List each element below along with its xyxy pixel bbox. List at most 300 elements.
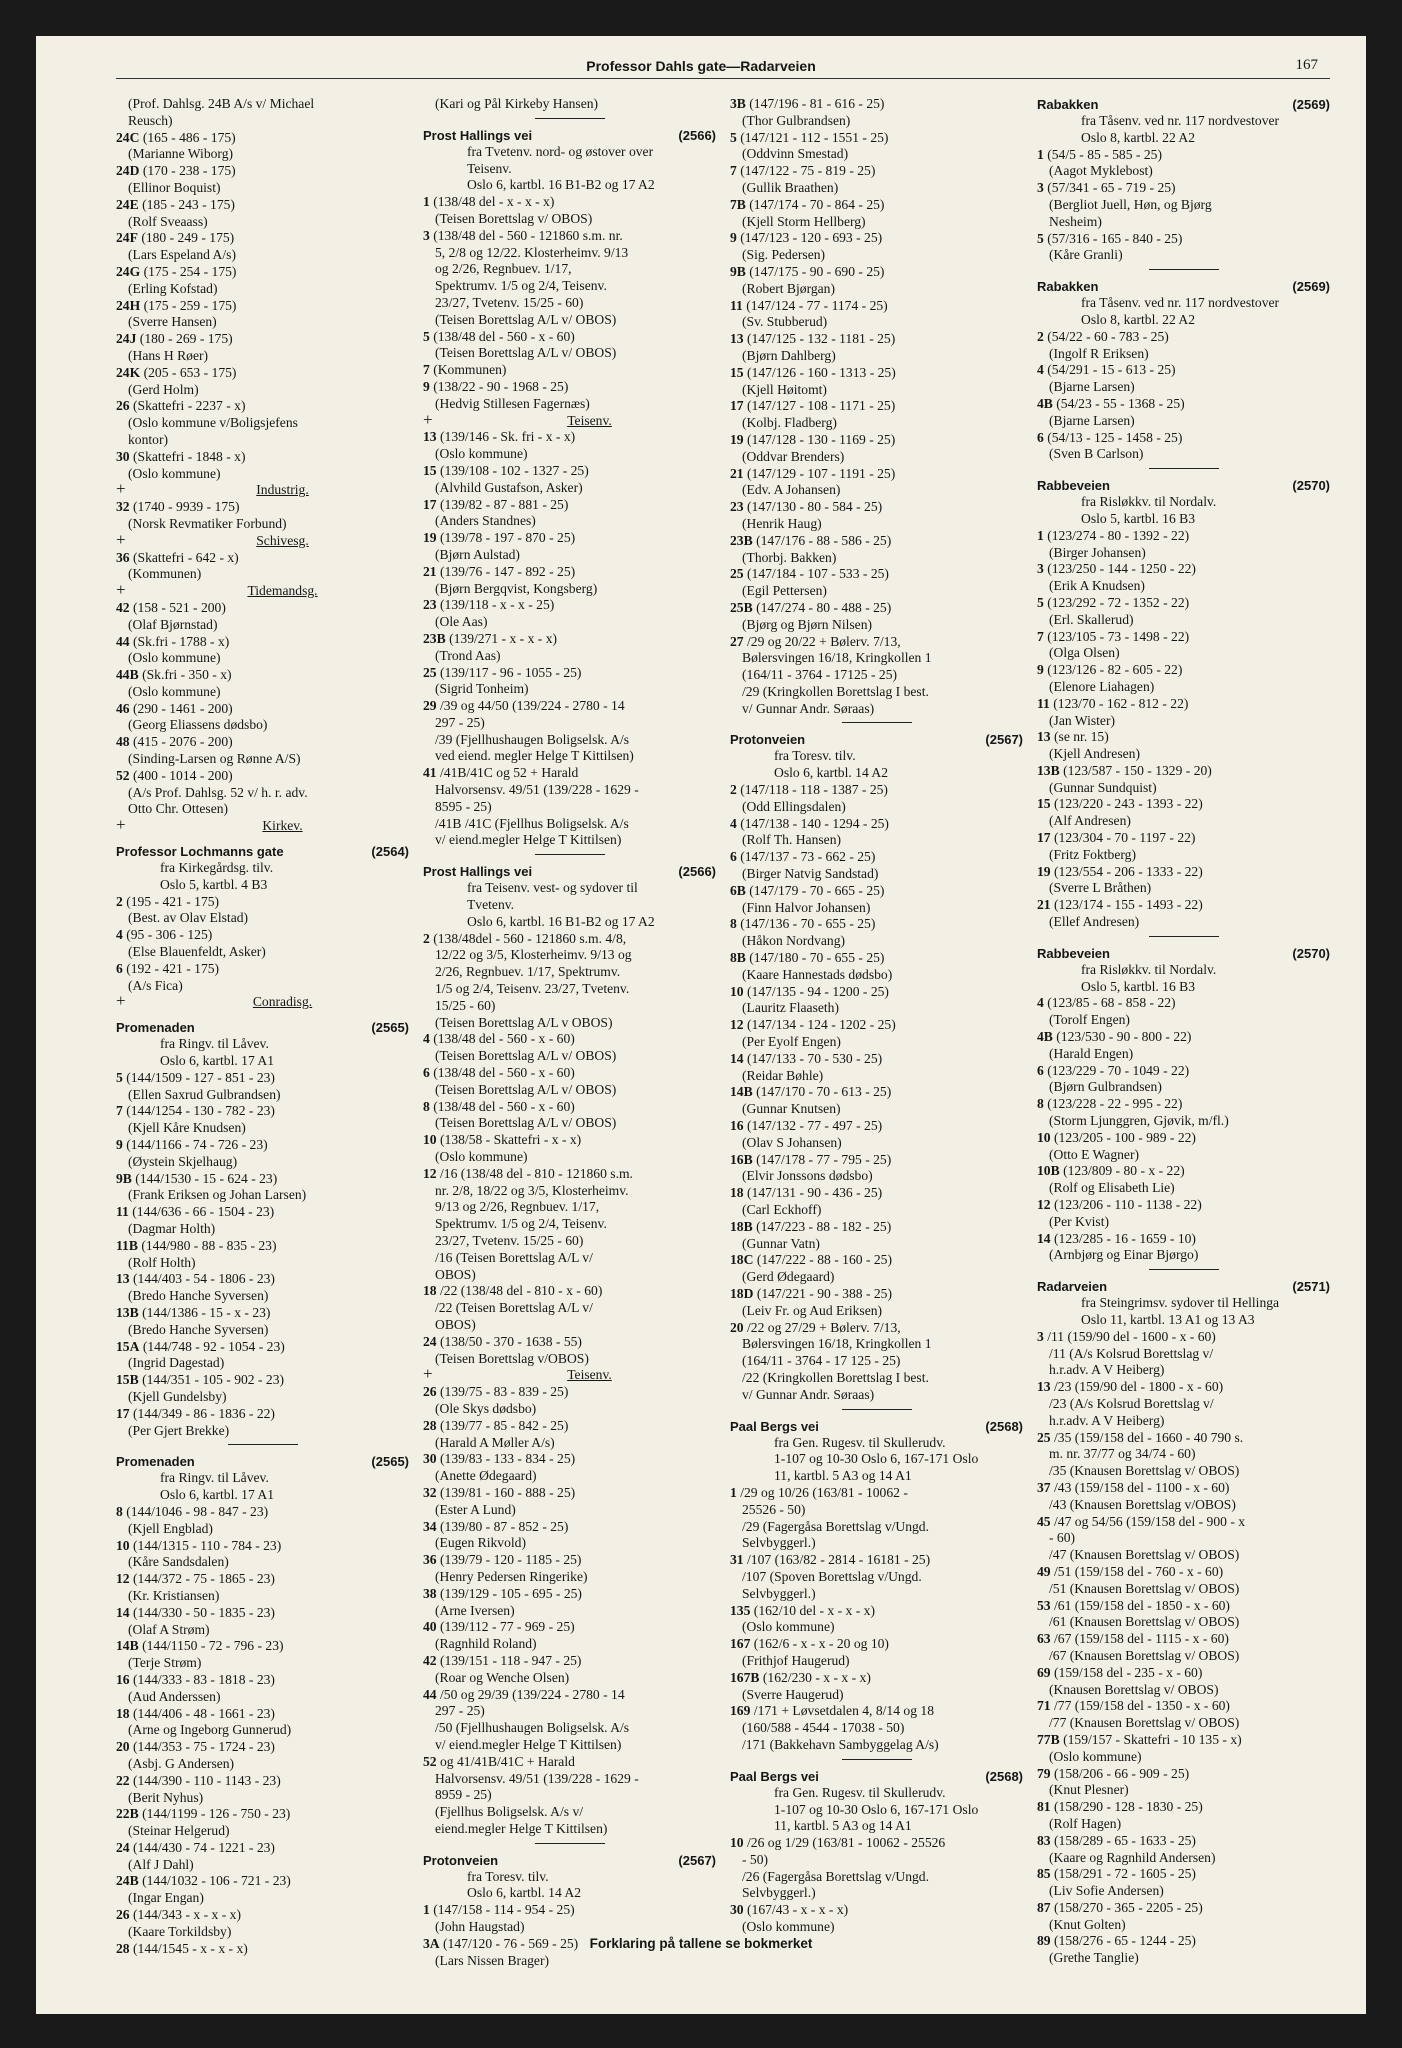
property-entry [1037,1665,1330,1682]
house-number: 24 [423,1333,437,1349]
street-heading [1037,96,1330,113]
street-code: (2567) [678,1852,716,1868]
house-number: 11 [730,297,743,313]
entry-continuation: (Teisen Borettslag A/L v/ OBOS) [435,1081,617,1097]
house-number: 30 [423,1451,437,1467]
entry-continuation: 5, 2/8 og 12/22. Klosterheimv. 9/13 [435,244,629,260]
property-entry [116,1271,409,1288]
property-entry [423,1065,716,1082]
page-footer: Forklaring på tallene se bokmerket [589,1936,813,1951]
property-data: (147/221 - 90 - 388 - 25) [756,1285,892,1301]
house-number: 17 [116,1405,130,1421]
entry-continuation: (Oslo kommune) [128,465,221,481]
property-entry [1037,1514,1330,1531]
street-description: Oslo 8, kartbl. 22 A2 [1081,129,1196,145]
entry-continuation: (Bjørn Bergqvist, Kongsberg) [435,580,598,596]
property-data: (158/276 - 65 - 1244 - 25) [1054,1933,1196,1949]
entry-continuation: 15/25 - 60) [435,997,496,1013]
property-data: (147/136 - 70 - 655 - 25) [740,916,876,932]
entry-continuation: (Aud Anderssen) [128,1688,221,1704]
house-number: 5 [116,1069,123,1085]
property-data: (147/138 - 140 - 1294 - 25) [740,815,889,831]
property-entry [423,1031,716,1048]
property-entry [730,1051,1023,1068]
entry-continuation: (Lars Espeland A/s) [128,247,236,263]
house-number: 8 [1037,1096,1044,1112]
entry-continuation: (Anette Ødegaard) [435,1468,537,1484]
house-number: 21 [730,465,744,481]
property-data: (se nr. 15) [1054,729,1109,745]
house-number: 15 [730,364,744,380]
property-entry [1037,830,1330,847]
entry-continuation: (Knut Plesner) [1049,1782,1129,1798]
property-data: (54/291 - 15 - 613 - 25) [1047,362,1176,378]
house-number: 44B [116,667,139,683]
entry-continuation: - 60) [1049,1530,1076,1546]
property-data: (290 - 1461 - 200) [133,700,233,716]
street-code: (2569) [1292,279,1330,295]
house-number: 2 [730,782,737,798]
entry-continuation: (Bredo Hanche Syversen) [128,1321,269,1337]
property-entry [1037,1163,1330,1180]
house-number: 24J [116,331,137,347]
entry-continuation: /22 (Teisen Borettslag A/L v/ [435,1300,593,1316]
property-entry [730,398,1023,415]
entry-continuation: (A/s Fica) [128,977,183,993]
house-number: 23B [423,630,446,646]
house-number: 7 [1037,628,1044,644]
street-code: (2568) [985,1418,1023,1434]
house-number: 23 [423,597,437,613]
property-data: (147/124 - 77 - 1174 - 25) [746,297,888,313]
street-code: (2570) [1292,478,1330,494]
property-data: og 41/41B/41C + Harald [440,1753,575,1769]
property-entry [423,765,716,782]
street-name: Prost Hallings vei [423,127,533,143]
house-number: 53 [1037,1597,1051,1613]
property-entry [1037,1698,1330,1715]
property-entry [730,533,1023,550]
property-entry [423,1418,716,1435]
house-number: 6 [1037,1062,1044,1078]
street-description: 1-107 og 10-30 Oslo 6, 167-171 Oslo [774,1801,979,1817]
house-number: 2 [1037,328,1044,344]
entry-continuation: (Trond Aas) [435,647,501,663]
street-name: Professor Lochmanns gate [116,844,284,860]
entry-continuation: (Edv. A Johansen) [742,482,841,498]
property-data: (158/289 - 65 - 1633 - 25) [1054,1832,1196,1848]
entry-continuation: /26 (Fagergåsa Borettslag v/Ungd. [742,1868,930,1884]
property-entry [423,1384,716,1401]
entry-continuation: (Else Blauenfeldt, Asker) [128,944,266,960]
entry-continuation: (Liv Sofie Andersen) [1049,1883,1164,1899]
property-entry [116,130,409,147]
property-data: (123/206 - 110 - 1138 - 22) [1054,1197,1202,1213]
house-number: 12 [730,1017,744,1033]
entry-continuation: (Ingolf R Eriksen) [1049,345,1149,361]
property-data: /43 (159/158 del - 1100 - x - 60) [1054,1479,1230,1495]
entry-continuation: (Teisen Borettslag A/L v/ OBOS) [435,1048,617,1064]
house-number: 11 [1037,695,1050,711]
house-number: 6 [730,849,737,865]
property-data: (139/81 - 160 - 888 - 25) [440,1484,576,1500]
property-entry [1037,1130,1330,1147]
house-number: 2 [423,930,430,946]
property-entry [730,1485,1023,1502]
entry-continuation: (Oddvar Brenders) [742,448,845,464]
entry-continuation: 9/13 og 2/26, Regnbuev. 1/17, [435,1199,600,1215]
property-entry [730,1902,1023,1919]
property-entry [730,782,1023,799]
property-data: (144/353 - 75 - 1724 - 23) [133,1739,275,1755]
property-data: (Skattefri - 2237 - x) [133,398,246,414]
entry-continuation: (Teisen Borettslag v/OBOS) [435,1350,589,1366]
street-heading [1037,477,1330,494]
property-data: (123/285 - 16 - 1659 - 10) [1054,1230,1196,1246]
property-entry [730,1552,1023,1569]
property-data: /26 og 1/29 (163/81 - 10062 - 25526 [747,1835,946,1851]
property-entry [1037,1564,1330,1581]
property-entry [116,230,409,247]
house-number: 28 [423,1417,437,1433]
property-entry [423,698,716,715]
property-data: (147/122 - 75 - 819 - 25) [740,163,876,179]
entry-continuation: /35 (Knausen Borettslag v/ OBOS) [1049,1463,1240,1479]
entry-continuation: (Torolf Engen) [1049,1012,1130,1028]
entry-continuation: (Kaare Hannestads dødsbo) [742,966,893,982]
property-data: (139/79 - 120 - 1185 - 25) [440,1552,582,1568]
property-data: (123/587 - 150 - 1329 - 20) [1063,762,1212,778]
entry-continuation: (Bredo Hanche Syversen) [128,1288,269,1304]
entry-continuation: Halvorsensv. 49/51 (139/228 - 1629 - [435,1770,639,1786]
house-number: 24F [116,230,138,246]
street-description: Teisenv. [467,160,512,176]
cross-street [423,1364,716,1384]
house-number: 22B [116,1806,139,1822]
property-data: (139/129 - 105 - 695 - 25) [440,1585,582,1601]
property-entry [730,466,1023,483]
house-number: 9 [730,230,737,246]
property-entry [730,130,1023,147]
house-number: 18D [730,1285,754,1301]
street-description: 11, kartbl. 5 A3 og 14 A1 [774,1818,912,1834]
entry-continuation: (Sigrid Tonheim) [435,681,529,697]
entry-continuation: (Rolf Holth) [128,1254,196,1270]
property-entry [116,449,409,466]
property-data: (144/1509 - 127 - 851 - 23) [126,1069,275,1085]
property-data: (123/85 - 68 - 858 - 22) [1047,995,1176,1011]
house-number: 24H [116,297,141,313]
house-number: 6 [1037,429,1044,445]
property-entry [1037,329,1330,346]
entry-continuation: (Kari og Pål Kirkeby Hansen) [435,96,599,111]
property-data: (138/48 del - 560 - x - 60) [433,328,575,344]
property-entry [116,894,409,911]
property-data: (123/126 - 82 - 605 - 22) [1047,662,1183,678]
house-number: 8 [730,916,737,932]
entry-continuation: (Olga Olsen) [1049,645,1120,661]
house-number: 13B [116,1304,139,1320]
entry-continuation: (Øystein Skjelhaug) [128,1153,238,1169]
property-data: (158/270 - 365 - 2205 - 25) [1054,1899,1203,1915]
house-number: 26 [116,398,130,414]
property-data: (139/78 - 197 - 870 - 25) [440,530,576,546]
property-entry [116,499,409,516]
street-description: fra Tåsenv. ved nr. 117 nordvestover [1081,295,1280,311]
entry-continuation: m. nr. 37/77 og 34/74 - 60) [1049,1446,1196,1462]
property-entry [423,329,716,346]
house-number: 49 [1037,1563,1051,1579]
property-data: (162/230 - x - x - x) [762,1669,871,1685]
cross-street-name: Kirkev. [262,818,303,834]
entry-continuation: (Ole Aas) [435,614,488,630]
entry-continuation: /22 (Kringkollen Borettslag I best. [742,1369,929,1385]
entry-continuation: Selvbyggerl.) [742,1535,816,1551]
entry-continuation: (Anders Standnes) [435,513,536,529]
entry-continuation: /67 (Knausen Borettslag v/ OBOS) [1049,1647,1240,1663]
property-entry [1037,528,1330,545]
property-entry [116,298,409,315]
house-number: 14B [116,1638,139,1654]
street-description: Oslo 6, kartbl. 17 A1 [160,1053,275,1069]
property-data: (144/343 - x - x - x) [133,1907,241,1923]
property-data: (144/1166 - 74 - 726 - 23) [126,1137,268,1153]
entry-continuation: (Ellef Andresen) [1049,914,1140,930]
property-data: (144/330 - 50 - 1835 - 23) [133,1604,275,1620]
house-number: 32 [423,1484,437,1500]
property-entry [116,1773,409,1790]
house-number: 8B [730,950,746,966]
property-data: (147/223 - 88 - 182 - 25) [756,1218,892,1234]
property-data: (144/1315 - 110 - 784 - 23) [133,1537,282,1553]
property-data: (144/351 - 105 - 902 - 23) [142,1372,285,1388]
entry-continuation: (Lauritz Flaaseth) [742,1000,840,1016]
entry-continuation: (Ingrid Dagestad) [128,1355,225,1371]
property-data: (159/158 del - 235 - x - 60) [1054,1664,1203,1680]
house-number: 81 [1037,1799,1051,1815]
entry-continuation: 297 - 25) [435,1703,485,1719]
property-data: (138/48 del - 560 - x - 60) [433,1065,575,1081]
entry-continuation: (Reidar Bøhle) [742,1067,824,1083]
entry-continuation: Selvbyggerl.) [742,1585,816,1601]
street-description: fra Gen. Rugesv. til Skullerudv. [774,1434,946,1450]
property-entry [730,96,1023,113]
property-data: (54/5 - 85 - 585 - 25) [1047,146,1162,162]
house-number: 18 [116,1705,130,1721]
house-number: 13B [1037,762,1060,778]
house-number: 18 [423,1283,437,1299]
property-data: (54/13 - 125 - 1458 - 25) [1047,429,1183,445]
house-number: 77B [1037,1731,1060,1747]
street-description: Oslo 8, kartbl. 22 A2 [1081,311,1196,327]
property-entry [116,1806,409,1823]
property-data: (147/170 - 70 - 613 - 25) [756,1084,892,1100]
house-number: 10B [1037,1163,1060,1179]
property-entry [730,984,1023,1001]
property-data: (162/10 del - x - x - x) [753,1602,875,1618]
entry-continuation: (Oddvinn Smestad) [742,146,849,162]
property-data: (147/135 - 94 - 1200 - 25) [747,983,889,999]
cross-street [116,529,409,550]
entry-continuation: (Olav S Johansen) [742,1134,842,1150]
entry-continuation: (Otto E Wagner) [1049,1146,1140,1162]
house-number: 46 [116,700,130,716]
house-number: 19 [1037,863,1051,879]
entry-continuation: (Gunnar Vatn) [742,1235,820,1251]
house-number: 10 [1037,1129,1051,1145]
property-entry [1037,1900,1330,1917]
property-entry [1037,897,1330,914]
street-description: fra Steingrimsv. sydover til Hellinga [1081,1295,1280,1311]
property-data: (147/176 - 88 - 586 - 25) [756,532,892,548]
street-code: (2571) [1292,1279,1330,1295]
column-3 [730,96,1023,1969]
street-description: Oslo 5, kartbl. 16 B3 [1081,978,1196,994]
property-data: (415 - 2076 - 200) [133,734,233,750]
property-data: (147/274 - 80 - 488 - 25) [756,599,892,615]
property-entry [423,1132,716,1149]
house-number: 42 [423,1652,437,1668]
house-number: 3 [1037,180,1044,196]
property-entry [1037,696,1330,713]
house-number: 25B [730,599,753,615]
house-number: 25 [730,566,744,582]
street-heading [116,1019,409,1036]
property-entry [1037,1598,1330,1615]
house-number: 13 [730,331,744,347]
house-number: 71 [1037,1698,1051,1714]
cross-street-icon: + [116,815,126,835]
house-number: 23 [730,499,744,515]
property-entry [730,1084,1023,1101]
entry-continuation: (Oslo kommune) [742,1919,835,1935]
street-heading [730,1768,1023,1785]
property-data: (147/132 - 77 - 497 - 25) [747,1118,883,1134]
property-data: (139/83 - 133 - 834 - 25) [440,1451,576,1467]
property-entry [116,1339,409,1356]
house-number: 16 [730,1118,744,1134]
page-number: 167 [1295,57,1318,73]
property-entry [1037,1029,1330,1046]
house-number: 17 [730,398,744,414]
entry-continuation: (Norsk Revmatiker Forbund) [128,515,287,531]
entry-continuation: (Jan Wister) [1049,712,1116,728]
entry-continuation: (Kommunen) [128,566,202,582]
house-number: 4 [1037,362,1044,378]
property-data: (158/206 - 66 - 909 - 25) [1054,1765,1190,1781]
property-entry [116,365,409,382]
house-number: 5 [423,328,430,344]
property-data: (Skattefri - 642 - x) [133,549,239,565]
property-data: (Skattefri - 1848 - x) [133,448,246,464]
property-data: (57/341 - 65 - 719 - 25) [1047,180,1176,196]
property-entry [423,631,716,648]
entry-continuation: (Teisen Borettslag A/L v/ OBOS) [435,311,617,327]
property-entry [730,566,1023,583]
section-divider [842,1409,912,1410]
property-entry [423,429,716,446]
property-data: (167/43 - x - x - x) [747,1902,849,1918]
house-number: 63 [1037,1631,1051,1647]
street-heading [730,1418,1023,1435]
house-number: 9 [423,378,430,394]
cross-street-name: Schivesg. [256,532,309,548]
property-data: (147/175 - 90 - 690 - 25) [749,263,885,279]
entry-continuation: (Per Kvist) [1049,1213,1110,1229]
property-entry [730,1320,1023,1337]
property-entry [423,1451,716,1468]
house-number: 24K [116,364,141,380]
column-4 [1037,96,1330,1969]
house-number: 14 [1037,1230,1051,1246]
property-data: (144/349 - 86 - 1836 - 22) [133,1405,275,1421]
street-code: (2566) [678,127,716,143]
property-data: /22 og 27/29 + Bølerv. 7/13, [747,1319,901,1335]
entry-continuation: Spektrumv. 1/5 og 2/4, Teisenv. [435,278,607,294]
property-data: (147/120 - 76 - 569 - 25) [443,1935,579,1951]
property-data: (147/133 - 70 - 530 - 25) [747,1050,883,1066]
property-entry [423,1334,716,1351]
entry-continuation: /29 (Kringkollen Borettslag I best. [742,683,929,699]
entry-continuation: 12/22 og 3/5, Klosterheimv. 9/13 og [435,947,632,963]
column-2 [423,96,716,1969]
house-number: 36 [116,549,130,565]
property-data: (54/23 - 55 - 1368 - 25) [1056,395,1185,411]
entry-continuation: (Kjell Gundelsby) [128,1388,227,1404]
property-data: (180 - 249 - 175) [141,230,235,246]
entry-continuation: (Bjørn Gulbrandsen) [1049,1079,1162,1095]
property-entry [423,497,716,514]
street-description: fra Toresv. tilv. [467,1868,549,1884]
house-number: 18 [730,1185,744,1201]
house-number: 24E [116,196,139,212]
entry-continuation: /39 (Fjellhushaugen Boligselsk. A/s [435,731,630,747]
property-data: (139/151 - 118 - 947 - 25) [440,1652,582,1668]
cross-street [116,991,409,1011]
house-number: 15B [116,1372,139,1388]
property-entry [116,1504,409,1521]
property-entry [423,463,716,480]
house-number: 13 [116,1271,130,1287]
property-entry [1037,629,1330,646]
entry-continuation: (Erik A Knudsen) [1049,578,1145,594]
section-divider [535,1843,605,1844]
entry-continuation: (Sv. Stubberud) [742,314,828,330]
section-divider [1149,1269,1219,1270]
property-entry [116,1638,409,1655]
property-entry [116,1305,409,1322]
property-entry [730,1185,1023,1202]
house-number: 69 [1037,1664,1051,1680]
property-entry [423,228,716,245]
cross-street [423,409,716,430]
property-data: (138/48 del - 560 - x - 60) [433,1098,575,1114]
property-entry [730,1286,1023,1303]
property-data: /107 (163/82 - 2814 - 16181 - 25) [747,1552,931,1568]
property-entry [730,264,1023,281]
house-number: 44 [423,1686,437,1702]
entry-continuation: v/ eiend.megler Helge T Kittilsen) [435,832,622,848]
property-data: (123/70 - 162 - 812 - 22) [1053,695,1189,711]
property-entry [423,1902,716,1919]
section-divider [228,1444,298,1445]
entry-continuation: - 50) [742,1851,769,1867]
property-data: (139/146 - Sk. fri - x - x) [440,429,576,445]
house-number: 14B [730,1084,753,1100]
property-entry [116,734,409,751]
property-entry [116,1372,409,1389]
entry-continuation: (Birger Natvig Sandstad) [742,866,879,882]
